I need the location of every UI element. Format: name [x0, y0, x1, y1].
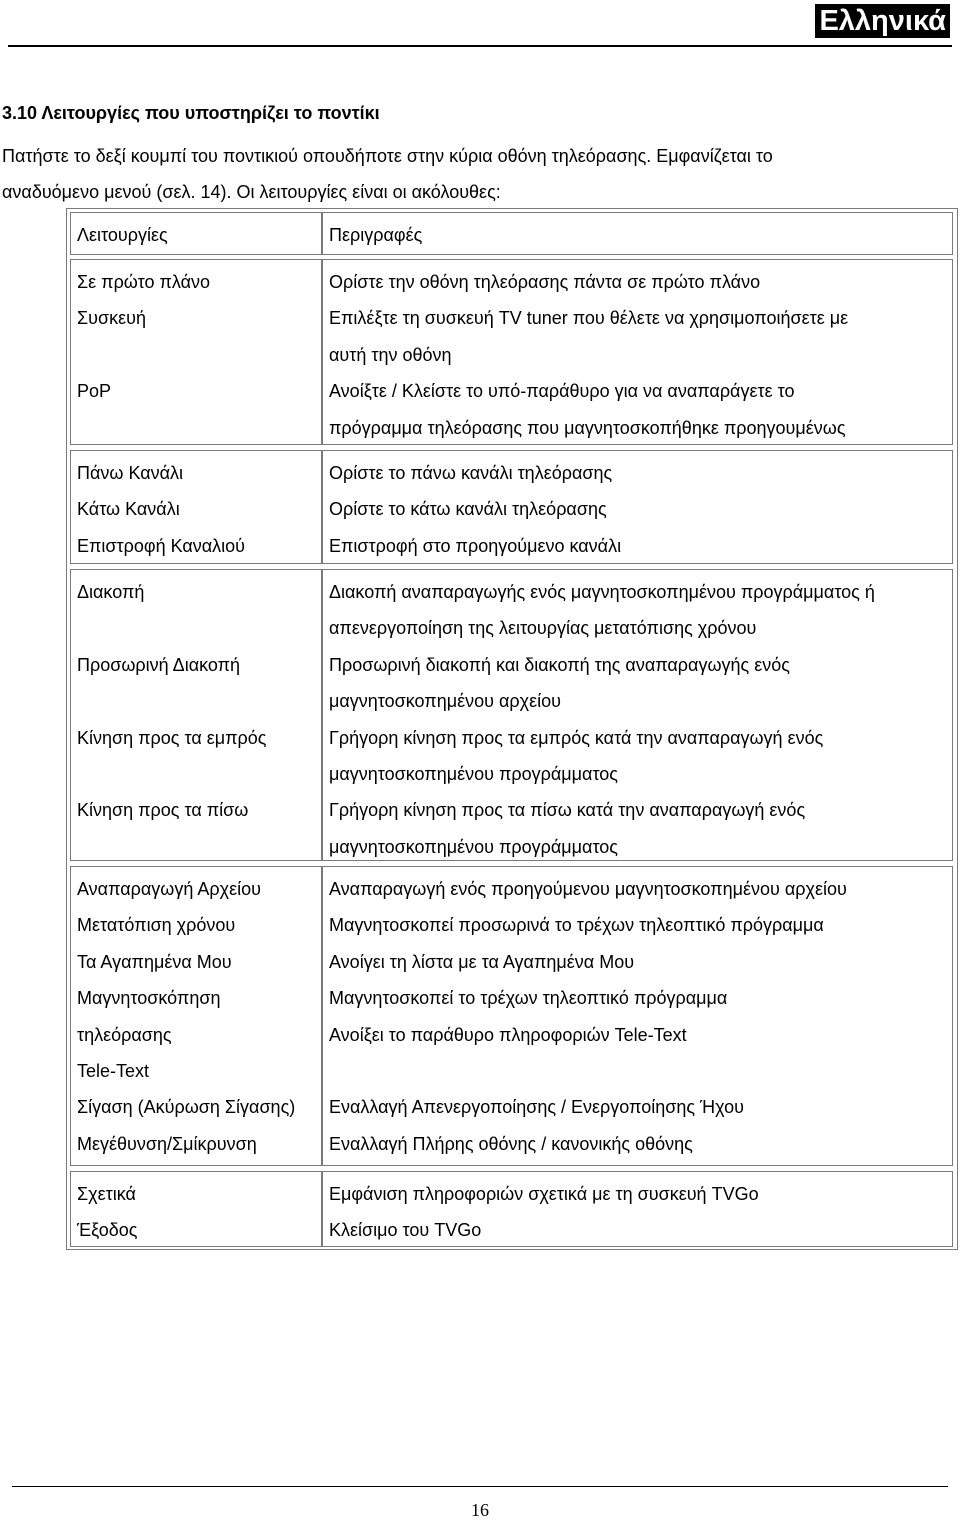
function-name: Αναπαραγωγή Αρχείου: [77, 879, 261, 899]
description-cell: [322, 1171, 953, 1247]
description-line: πρόγραμμα τηλεόρασης που μαγνητοσκοπήθηκε προηγουμένως: [329, 417, 846, 438]
function-name: Κίνηση προς τα εμπρός: [77, 727, 267, 748]
function-cell: [70, 569, 322, 861]
description-line: Επιλέξτε τη συσκευή TV tuner που θέλετε να χρησιμοποιήσετε με: [329, 308, 849, 329]
description-line: Προσωρινή διακοπή και διακοπή της αναπαραγωγής ενός: [329, 654, 790, 675]
function-name: [77, 756, 319, 792]
function-name: Συσκευή: [77, 308, 146, 329]
description-line: Ανοίγει τη λίστα με τα Αγαπημένα Μου: [329, 951, 635, 972]
function-name: Μετατόπιση χρόνου: [77, 915, 236, 936]
functions-table: [66, 208, 958, 1250]
function-name: Σε πρώτο πλάνο: [77, 272, 211, 292]
footer-divider: [12, 1486, 948, 1487]
description-line: Εναλλαγή Πλήρης οθόνης / κανονικής οθόνης: [329, 1133, 693, 1154]
description-cell: [322, 259, 953, 445]
description-line: [329, 1053, 950, 1089]
description-line: Κλείσιμο του TVGo: [329, 1220, 482, 1241]
function-name: [77, 829, 319, 865]
description-line: Ανοίξτε / Κλείστε το υπό-παράθυρο για να αναπαράγετε το: [329, 381, 795, 402]
description-line: Γρήγορη κίνηση προς τα εμπρός κατά την αναπαραγωγή ενός: [329, 727, 824, 748]
section-heading: 3.10 Λειτουργίες που υποστηρίζει το ποντίκι: [2, 103, 380, 123]
description-line: Γρήγορη κίνηση προς τα πίσω κατά την αναπαραγωγή ενός: [329, 800, 806, 821]
intro-line: Πατήστε το δεξί κουμπί του ποντικιού οπουδήποτε στην κύρια οθόνη τηλεόρασης. Εμφανίζεται το: [2, 146, 773, 166]
function-name: Κάτω Κανάλι: [77, 499, 180, 520]
function-name: Μαγνητοσκόπηση: [77, 988, 221, 1009]
description-cell: [322, 866, 953, 1166]
function-name: Μεγέθυνση/Σμίκρυνση: [77, 1133, 257, 1154]
language-badge: Ελληνικά: [815, 4, 950, 38]
header-divider: [8, 45, 952, 47]
description-line: Εναλλαγή Απενεργοποίησης / Ενεργοποίησης Ήχου: [329, 1097, 744, 1118]
description-line: Ορίστε το κάτω κανάλι τηλεόρασης: [329, 499, 607, 520]
description-line: αυτή την οθόνη: [329, 344, 452, 365]
description-line: Επιστροφή στο προηγούμενο κανάλι: [329, 535, 622, 556]
description-line: μαγνητοσκοπημένου προγράμματος: [329, 836, 618, 857]
function-name: Διακοπή: [77, 582, 145, 602]
description-line: Αναπαραγωγή ενός προηγούμενου μαγνητοσκοπημένου αρχείου: [329, 879, 847, 899]
function-cell: [70, 866, 322, 1166]
description-cell: [322, 569, 953, 861]
function-name: Σίγαση (Ακύρωση Σίγασης): [77, 1097, 296, 1118]
description-line: Διακοπή αναπαραγωγής ενός μαγνητοσκοπημένου προγράμματος ή: [329, 582, 875, 602]
column-header-descriptions: Περιγραφές: [329, 225, 423, 245]
function-name: [77, 410, 319, 446]
description-cell: [322, 450, 953, 564]
description-line: Μαγνητοσκοπεί το τρέχων τηλεοπτικό πρόγραμμα: [329, 988, 728, 1009]
column-header-functions: Λειτουργίες: [77, 225, 168, 245]
description-line: Μαγνητοσκοπεί προσωρινά το τρέχων τηλεοπτικό πρόγραμμα: [329, 915, 824, 936]
function-name: Tele-Text: [77, 1060, 150, 1081]
description-line: μαγνητοσκοπημένου αρχείου: [329, 691, 561, 712]
description-line: Ανοίξει το παράθυρο πληροφοριών Tele-Text: [329, 1024, 687, 1045]
intro-paragraph: [2, 138, 932, 210]
function-name: Έξοδος: [77, 1220, 138, 1241]
description-line: μαγνητοσκοπημένου προγράμματος: [329, 763, 618, 784]
function-name: Κίνηση προς τα πίσω: [77, 800, 249, 821]
description-line: Ορίστε την οθόνη τηλεόρασης πάντα σε πρώτο πλάνο: [329, 272, 761, 292]
function-name: [77, 610, 319, 646]
function-cell: [70, 259, 322, 445]
description-line: Ορίστε το πάνω κανάλι τηλεόρασης: [329, 463, 613, 483]
page-number: 16: [471, 1500, 489, 1520]
description-line: απενεργοποίηση της λειτουργίας μετατόπισης χρόνου: [329, 618, 757, 639]
intro-line: αναδυόμενο μενού (σελ. 14). Οι λειτουργίες είναι οι ακόλουθες:: [2, 182, 501, 202]
function-name: Σχετικά: [77, 1184, 136, 1204]
function-name: Επιστροφή Καναλιού: [77, 535, 246, 556]
function-name: [77, 683, 319, 719]
function-name: PoP: [77, 381, 112, 402]
function-name: τηλεόρασης: [77, 1024, 172, 1045]
function-name: Προσωρινή Διακοπή: [77, 654, 241, 675]
description-line: Εμφάνιση πληροφοριών σχετικά με τη συσκευή TVGo: [329, 1184, 759, 1204]
function-cell: [70, 1171, 322, 1247]
table-header-functions-cell: [70, 212, 322, 255]
function-name: Τα Αγαπημένα Μου: [77, 951, 232, 972]
function-cell: [70, 450, 322, 564]
table-header-descriptions-cell: [322, 212, 953, 255]
function-name: Πάνω Κανάλι: [77, 463, 184, 483]
function-name: [77, 337, 319, 373]
